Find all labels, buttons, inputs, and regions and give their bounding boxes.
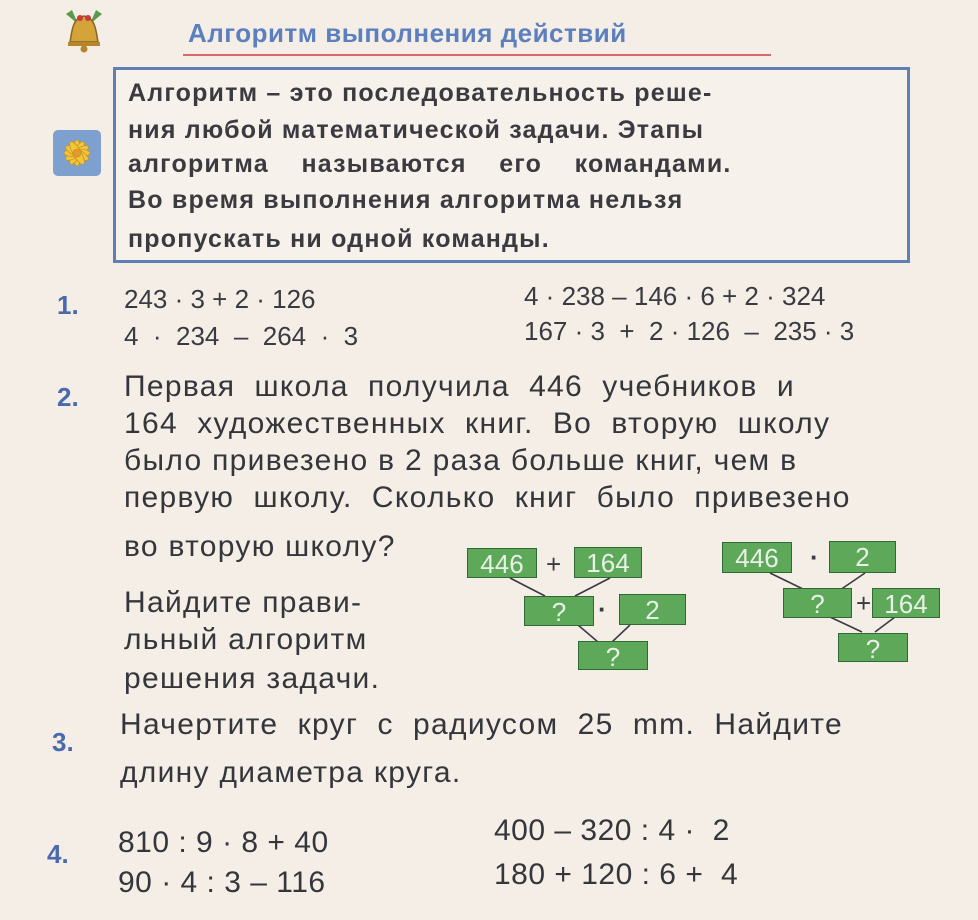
expression: 90 · 4 : 3 – 116 [118, 866, 326, 899]
definition-line: алгоритма называются его командами. [128, 150, 732, 178]
diagram-a-operand: 164 [574, 547, 642, 578]
problem-line: было привезено в 2 раза больше книг, чем в [124, 444, 798, 477]
expression: 4 · 238 – 146 · 6 + 2 · 324 [524, 281, 826, 311]
diagram-b-operator: + [856, 588, 872, 618]
diagram-a-operand: 446 [467, 548, 537, 578]
expression: 400 – 320 : 4 · 2 [494, 814, 730, 847]
diagram-b-unknown: ? [783, 588, 852, 618]
exercise-number: 3. [52, 727, 74, 757]
diagram-b-operand: 446 [722, 542, 792, 573]
diagram-b-operand: 164 [872, 588, 940, 618]
diagram-a-operand: 2 [619, 594, 686, 625]
diagram-a-result: ? [578, 641, 648, 670]
question-line: льный алгоритм [124, 623, 368, 656]
diagram-a-operator: + [546, 549, 562, 579]
diagram-a-unknown: ? [524, 596, 594, 626]
page-title: Алгоритм выполнения действий [188, 18, 627, 48]
problem-line: во вторую школу? [124, 530, 396, 563]
diagram-a-operator: · [598, 594, 607, 624]
problem-line: 164 художественных книг. Во вторую школу [124, 407, 831, 440]
diagram-b-result: ? [838, 633, 908, 662]
problem-line: Начертите круг с радиусом 25 mm. Найдите [120, 708, 843, 741]
expression: 180 + 120 : 6 + 4 [494, 858, 739, 891]
definition-line: Во время выполнения алгоритма нельзя [128, 186, 684, 214]
diagram-b-operand: 2 [829, 541, 896, 573]
expression: 4 · 234 – 264 · 3 [124, 321, 359, 351]
expression: 810 : 9 · 8 + 40 [118, 826, 329, 859]
definition-line: пропускать ни одной команды. [128, 225, 550, 253]
problem-line: Первая школа получила 446 учебников и [124, 370, 795, 403]
expression: 167 · 3 + 2 · 126 – 235 · 3 [524, 316, 855, 346]
question-line: Найдите прави- [124, 586, 363, 619]
definition-line: Алгоритм – это последовательность реше- [128, 79, 713, 107]
exercise-number: 2. [57, 382, 79, 412]
diagram-b-operator: · [810, 542, 819, 572]
definition-line: ния любой математической задачи. Этапы [128, 116, 705, 144]
problem-line: первую школу. Сколько книг было привезено [124, 481, 851, 514]
exercise-number: 4. [47, 839, 69, 869]
question-line: решения задачи. [124, 662, 381, 695]
exercise-number: 1. [57, 290, 79, 320]
problem-line: длину диаметра круга. [120, 756, 462, 789]
expression: 243 · 3 + 2 · 126 [124, 284, 316, 314]
